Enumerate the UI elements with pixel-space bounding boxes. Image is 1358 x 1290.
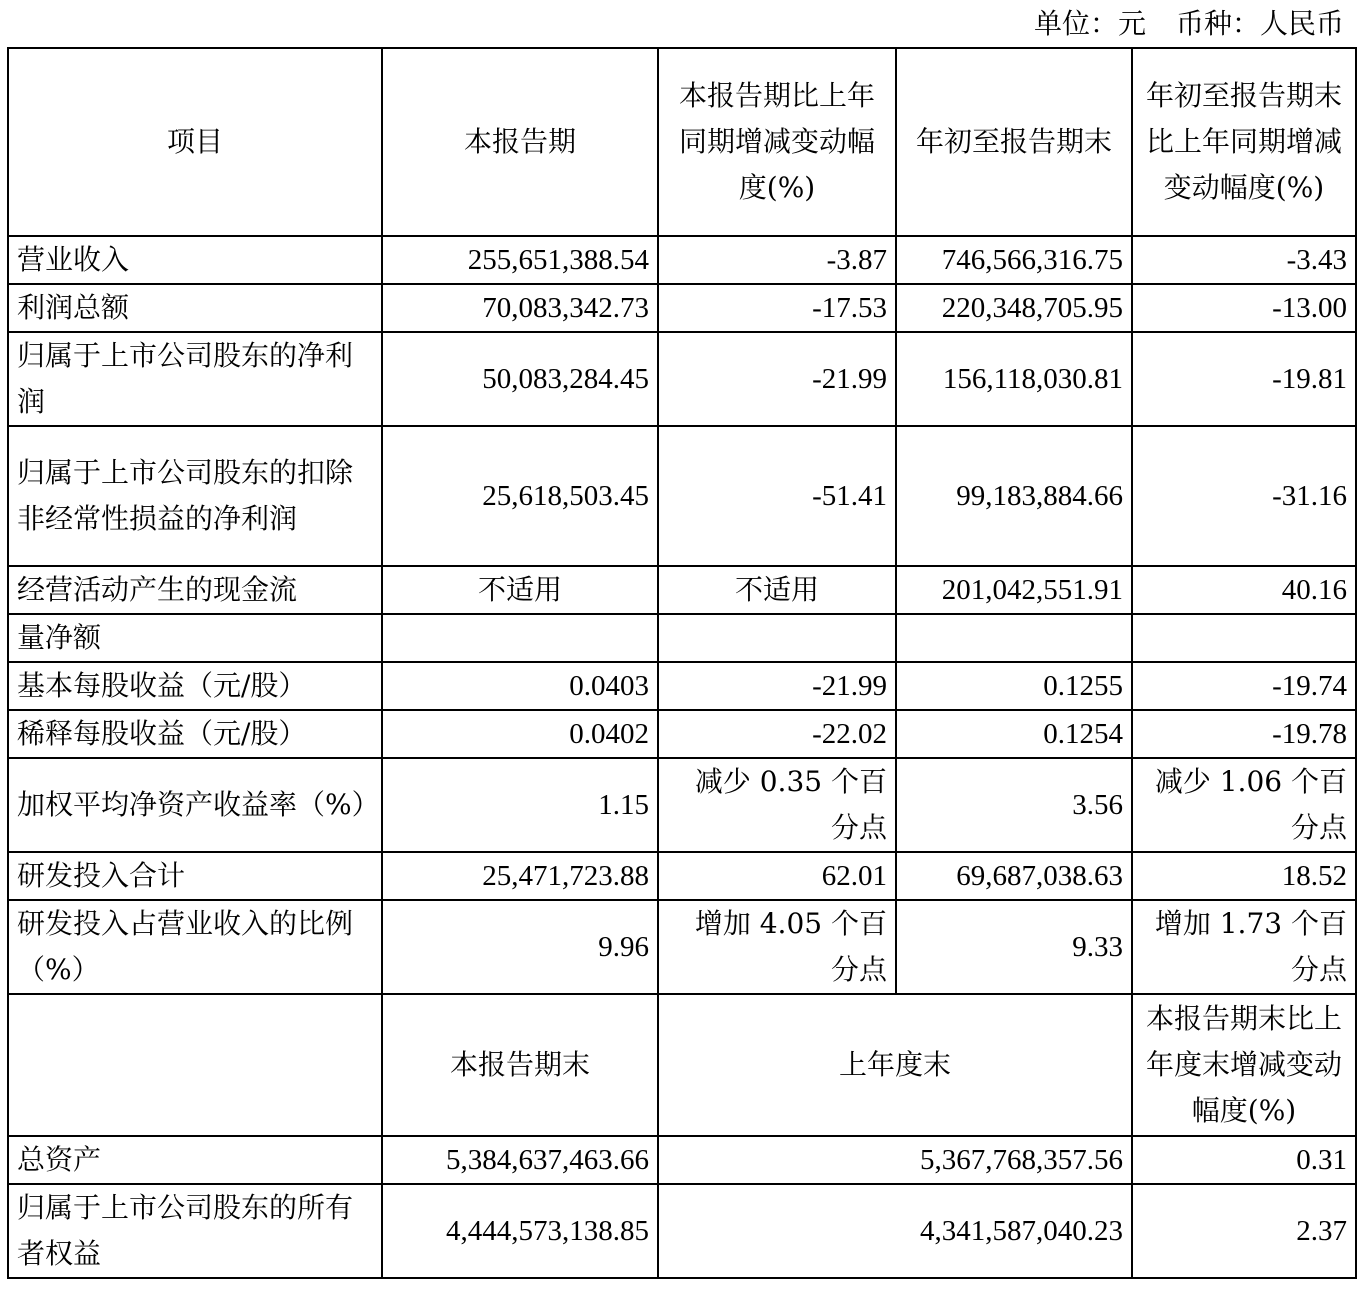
table-row bbox=[8, 236, 1356, 284]
cell-current: 0.0402 bbox=[382, 710, 658, 758]
cell-ytd: 156,118,030.81 bbox=[896, 332, 1132, 426]
cell-current: 70,083,342.73 bbox=[382, 284, 658, 332]
cell-ytd: 9.33 bbox=[896, 900, 1132, 994]
row-label: 归属于上市公司股东的扣除非经常性损益的净利润 bbox=[8, 426, 382, 566]
cell-period-end: 4,444,573,138.85 bbox=[382, 1184, 658, 1278]
subheader-period-end: 本报告期末 bbox=[382, 994, 658, 1136]
cell-current-yoy bbox=[658, 614, 896, 662]
cell-last-year-end: 5,367,768,357.56 bbox=[658, 1136, 1132, 1184]
header-ytd-yoy: 年初至报告期末比上年同期增减变动幅度(%) bbox=[1132, 48, 1356, 236]
cell-ytd: 220,348,705.95 bbox=[896, 284, 1132, 332]
table-row bbox=[8, 332, 1356, 426]
cell-current-yoy: -51.41 bbox=[658, 426, 896, 566]
row-label: 经营活动产生的现金流 bbox=[8, 566, 382, 614]
cell-last-year-end: 4,341,587,040.23 bbox=[658, 1184, 1132, 1278]
row-label: 基本每股收益（元/股） bbox=[8, 662, 382, 710]
table-row bbox=[8, 900, 1356, 994]
cell-current: 255,651,388.54 bbox=[382, 236, 658, 284]
header-item: 项目 bbox=[8, 48, 382, 236]
row-label: 研发投入合计 bbox=[8, 852, 382, 900]
row-label: 加权平均净资产收益率（%） bbox=[8, 758, 382, 852]
cell-current-yoy: -21.99 bbox=[658, 332, 896, 426]
cell-current: 1.15 bbox=[382, 758, 658, 852]
row-label: 稀释每股收益（元/股） bbox=[8, 710, 382, 758]
cell-ytd-yoy: -31.16 bbox=[1132, 426, 1356, 566]
table-row bbox=[8, 284, 1356, 332]
table-row bbox=[8, 1136, 1356, 1184]
header-current-period: 本报告期 bbox=[382, 48, 658, 236]
cell-current bbox=[382, 614, 658, 662]
row-label: 营业收入 bbox=[8, 236, 382, 284]
cell-ytd-yoy: 减少 1.06 个百分点 bbox=[1132, 758, 1356, 852]
row-label: 总资产 bbox=[8, 1136, 382, 1184]
cell-ytd: 3.56 bbox=[896, 758, 1132, 852]
subheader-change: 本报告期末比上年度末增减变动幅度(%) bbox=[1132, 994, 1356, 1136]
row-label: 归属于上市公司股东的所有者权益 bbox=[8, 1184, 382, 1278]
cell-ytd: 99,183,884.66 bbox=[896, 426, 1132, 566]
cell-current-yoy: 增加 4.05 个百分点 bbox=[658, 900, 896, 994]
row-label: 研发投入占营业收入的比例（%） bbox=[8, 900, 382, 994]
cell-period-end: 5,384,637,463.66 bbox=[382, 1136, 658, 1184]
cell-current-yoy: -22.02 bbox=[658, 710, 896, 758]
table-row bbox=[8, 662, 1356, 710]
cell-ytd-yoy bbox=[1132, 614, 1356, 662]
cell-ytd-yoy: 40.16 bbox=[1132, 566, 1356, 614]
header-current-yoy: 本报告期比上年同期增减变动幅度(%) bbox=[658, 48, 896, 236]
cell-ytd-yoy: -3.43 bbox=[1132, 236, 1356, 284]
table-row bbox=[8, 1184, 1356, 1278]
cell-current-yoy: -21.99 bbox=[658, 662, 896, 710]
financial-summary-table bbox=[7, 47, 1357, 1279]
table-header-row bbox=[8, 48, 1356, 236]
cell-change: 0.31 bbox=[1132, 1136, 1356, 1184]
cell-ytd-yoy: -19.81 bbox=[1132, 332, 1356, 426]
table-subheader-row bbox=[8, 994, 1356, 1136]
cell-current: 9.96 bbox=[382, 900, 658, 994]
cell-ytd: 201,042,551.91 bbox=[896, 566, 1132, 614]
cell-current: 25,471,723.88 bbox=[382, 852, 658, 900]
cell-ytd bbox=[896, 614, 1132, 662]
currency-label: 币种：人民币 bbox=[1175, 7, 1344, 40]
cell-ytd: 746,566,316.75 bbox=[896, 236, 1132, 284]
cell-ytd-yoy: 增加 1.73 个百分点 bbox=[1132, 900, 1356, 994]
row-label: 量净额 bbox=[8, 614, 382, 662]
cell-current: 0.0403 bbox=[382, 662, 658, 710]
subheader-item bbox=[8, 994, 382, 1136]
cell-current: 50,083,284.45 bbox=[382, 332, 658, 426]
cell-current: 不适用 bbox=[382, 566, 658, 614]
cell-current-yoy: -3.87 bbox=[658, 236, 896, 284]
table-row bbox=[8, 852, 1356, 900]
subheader-last-year-end: 上年度末 bbox=[658, 994, 1132, 1136]
table-row bbox=[8, 614, 1356, 662]
cell-current-yoy: 62.01 bbox=[658, 852, 896, 900]
unit-currency-note bbox=[1034, 2, 1344, 46]
table-row bbox=[8, 566, 1356, 614]
table-row bbox=[8, 710, 1356, 758]
cell-ytd-yoy: -13.00 bbox=[1132, 284, 1356, 332]
table-row bbox=[8, 758, 1356, 852]
cell-current-yoy: 减少 0.35 个百分点 bbox=[658, 758, 896, 852]
cell-current-yoy: -17.53 bbox=[658, 284, 896, 332]
cell-change: 2.37 bbox=[1132, 1184, 1356, 1278]
cell-current-yoy: 不适用 bbox=[658, 566, 896, 614]
unit-label: 单位：元 bbox=[1033, 7, 1146, 40]
cell-ytd-yoy: -19.78 bbox=[1132, 710, 1356, 758]
header-ytd: 年初至报告期末 bbox=[896, 48, 1132, 236]
cell-ytd: 0.1254 bbox=[896, 710, 1132, 758]
row-label: 利润总额 bbox=[8, 284, 382, 332]
cell-current: 25,618,503.45 bbox=[382, 426, 658, 566]
row-label: 归属于上市公司股东的净利润 bbox=[8, 332, 382, 426]
cell-ytd-yoy: 18.52 bbox=[1132, 852, 1356, 900]
cell-ytd-yoy: -19.74 bbox=[1132, 662, 1356, 710]
table-row bbox=[8, 426, 1356, 566]
cell-ytd: 69,687,038.63 bbox=[896, 852, 1132, 900]
cell-ytd: 0.1255 bbox=[896, 662, 1132, 710]
